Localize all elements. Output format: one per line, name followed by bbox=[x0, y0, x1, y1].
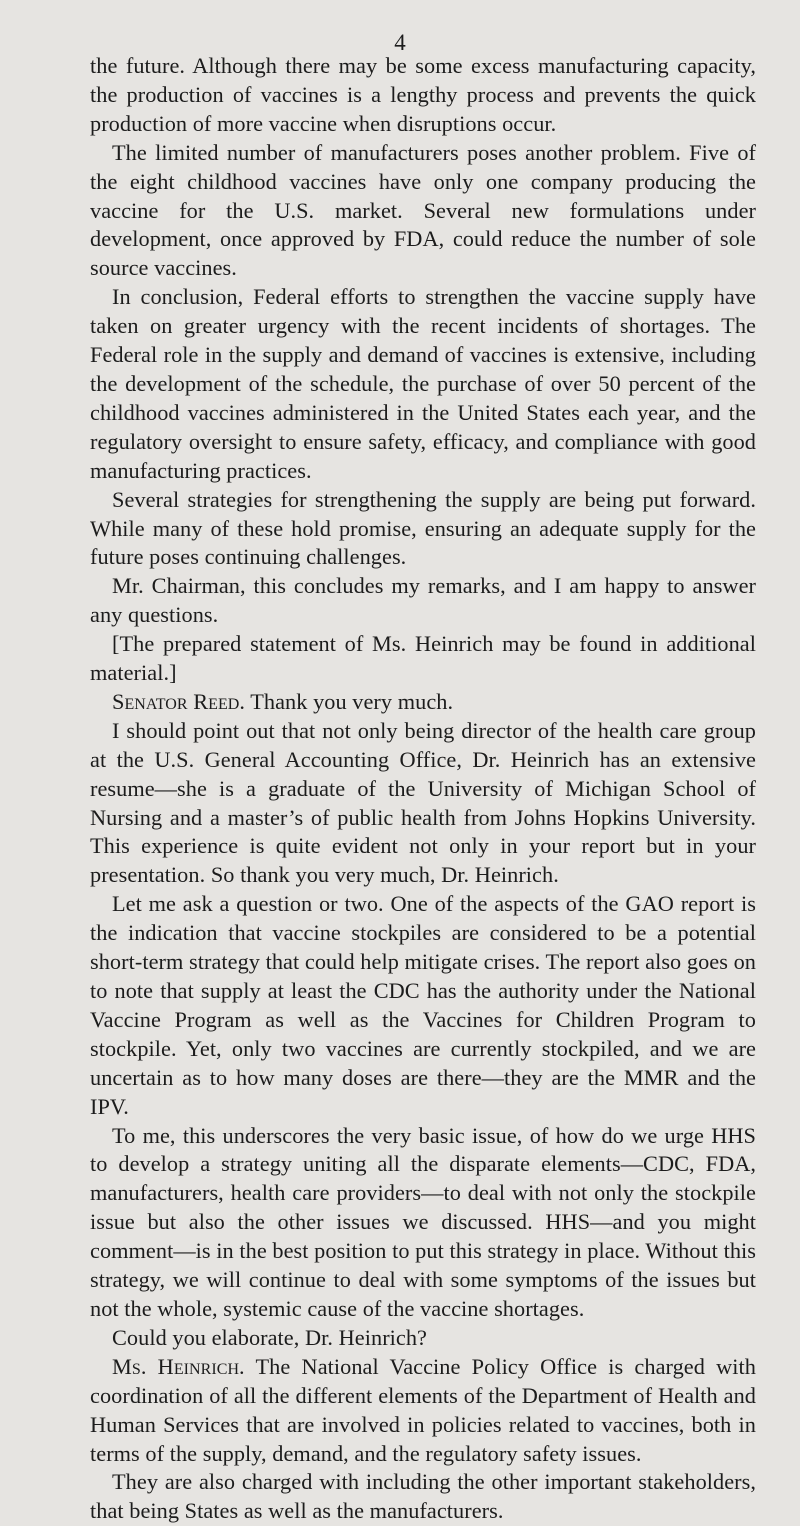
speaker-name: Ms. Heinrich. bbox=[112, 1353, 245, 1379]
paragraph: Ms. Heinrich. The National Vaccine Policy Office is charged with coordination of all the different elements of the Department of Health and Human Services that are involved in policies related to vaccines, both in terms of the supply, demand, and the regulatory safety issues. bbox=[90, 1353, 756, 1466]
paragraph: Let me ask a question or two. One of the aspects of the GAO report is the indication that vaccine stockpiles are considered to be a potential short-term strategy that could help mitigate crises. The report also goes on to note that supply at least the CDC has the authority under the National Vaccine Program as well as the Vaccines for Children Program to stockpile. Yet, only two vaccines are currently stockpiled, and we are uncertain as to how many doses are there—they are the MMR and the IPV. bbox=[90, 891, 756, 1119]
paragraph: Several strategies for strengthening the supply are being put forward. While many of these hold promise, ensuring an adequate supply for the future poses continuing challenges. bbox=[90, 486, 756, 570]
page-number: 4 bbox=[394, 30, 406, 55]
paragraph: the future. Although there may be some excess manufacturing capacity, the production of vaccines is a lengthy process and prevents the quick production of more vaccine when disruptions occur. bbox=[90, 53, 756, 136]
paragraph: In conclusion, Federal efforts to strengthen the vaccine supply have taken on greater urgency with the recent incidents of shortages. The Federal role in the supply and demand of vaccines is extensive, including the development of the schedule, the purchase of over 50 percent of the childhood vaccines administered in the United States each year, and the regulatory oversight to ensure safety, efficacy, and compliance with good manufacturing practices. bbox=[90, 284, 756, 483]
body-text bbox=[90, 52, 756, 1526]
paragraph: I should point out that not only being director of the health care group at the U.S. General Accounting Office, Dr. Heinrich has an extensive resume—she is a graduate of the University of Michigan School of Nursing and a master’s of public health from Johns Hopkins University. This experience is quite evident not only in your report but in your presentation. So thank you very much, Dr. Heinrich. bbox=[90, 717, 756, 888]
paragraph: They are also charged with including the other important stakeholders, that being States as well as the manufacturers. bbox=[90, 1469, 756, 1524]
paragraph: [The prepared statement of Ms. Heinrich may be found in additional material.] bbox=[90, 631, 756, 686]
paragraph: To me, this underscores the very basic issue, of how do we urge HHS to develop a strategy uniting all the disparate elements—CDC, FDA, manufacturers, health care providers—to deal with not only the stockpile issue but also the other issues we discussed. HHS—and you might comment—is in the best position to put this strategy in place. Without this strategy, we will continue to deal with some symptoms of the issues but not the whole, systemic cause of the vaccine shortages. bbox=[90, 1122, 756, 1321]
speaker-name: Senator Reed. bbox=[112, 688, 245, 714]
paragraph: Could you elaborate, Dr. Heinrich? bbox=[112, 1324, 427, 1350]
paragraph: Senator Reed. Thank you very much. bbox=[112, 688, 454, 714]
paragraph: The limited number of manufacturers poses another problem. Five of the eight childhood vaccines have only one company producing the vaccine for the U.S. market. Several new formulations under development, once approved by FDA, could reduce the number of sole source vaccines. bbox=[90, 139, 756, 281]
paragraph: Mr. Chairman, this concludes my remarks, and I am happy to answer any questions. bbox=[90, 573, 756, 628]
